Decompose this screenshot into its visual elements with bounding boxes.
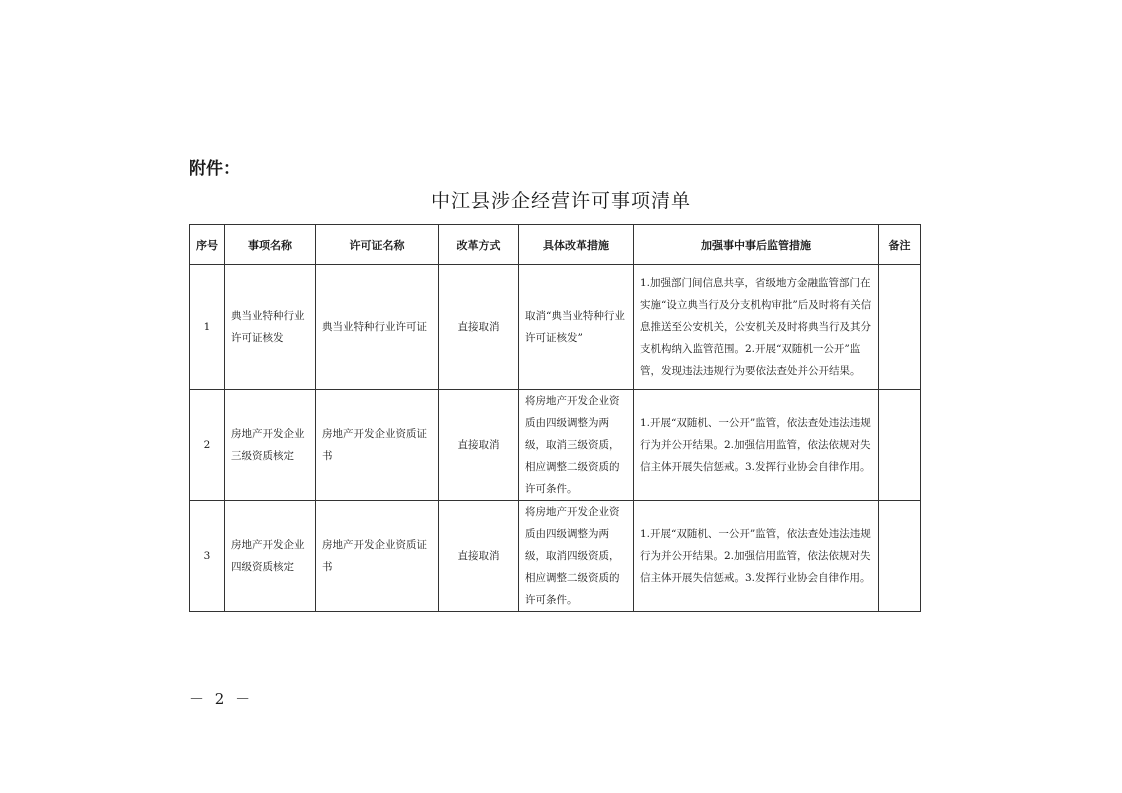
header-remarks: 备注	[879, 225, 921, 265]
cell-reform-method: 直接取消	[439, 390, 519, 501]
cell-item-name: 房地产开发企业四级资质核定	[225, 501, 316, 612]
cell-reform-method: 直接取消	[439, 265, 519, 390]
cell-reform-method: 直接取消	[439, 501, 519, 612]
cell-item-name: 房地产开发企业三级资质核定	[225, 390, 316, 501]
header-reform-method: 改革方式	[439, 225, 519, 265]
cell-reform-measures: 将房地产开发企业资质由四级调整为两级，取消四级资质，相应调整二级资质的许可条件。	[519, 501, 634, 612]
cell-seq: 1	[190, 265, 225, 390]
table-row	[190, 501, 921, 612]
header-seq: 序号	[190, 225, 225, 265]
cell-seq: 3	[190, 501, 225, 612]
cell-reform-measures: 将房地产开发企业资质由四级调整为两级，取消三级资质，相应调整二级资质的许可条件。	[519, 390, 634, 501]
cell-item-name: 典当业特种行业许可证核发	[225, 265, 316, 390]
page-number: － 2 －	[189, 690, 254, 708]
cell-remarks	[879, 265, 921, 390]
cell-supervision-measures: 1.开展“双随机、一公开”监管，依法查处违法违规行为并公开结果。2.加强信用监管，依法依规对失信主体开展失信惩戒。3.发挥行业协会自律作用。	[634, 501, 879, 612]
cell-supervision-measures: 1.加强部门间信息共享，省级地方金融监管部门在实施“设立典当行及分支机构审批”后及时将有关信息推送至公安机关，公安机关及时将典当行及其分支机构纳入监管范围。2.开展“双随机一公开”监管，发现违法违规行为要依法查处并公开结果。	[634, 265, 879, 390]
cell-reform-measures: 取消“典当业特种行业许可证核发”	[519, 265, 634, 390]
header-reform-measures: 具体改革措施	[519, 225, 634, 265]
cell-supervision-measures: 1.开展“双随机、一公开”监管，依法查处违法违规行为并公开结果。2.加强信用监管，依法依规对失信主体开展失信惩戒。3.发挥行业协会自律作用。	[634, 390, 879, 501]
cell-license-name: 房地产开发企业资质证书	[316, 390, 439, 501]
attachment-label: 附件：	[189, 159, 240, 179]
table-header-row	[190, 225, 921, 265]
cell-remarks	[879, 390, 921, 501]
cell-remarks	[879, 501, 921, 612]
document-title: 中江县涉企经营许可事项清单	[430, 190, 691, 212]
cell-seq: 2	[190, 390, 225, 501]
cell-license-name: 典当业特种行业许可证	[316, 265, 439, 390]
table-row	[190, 265, 921, 390]
header-license-name: 许可证名称	[316, 225, 439, 265]
header-supervision-measures: 加强事中事后监管措施	[634, 225, 879, 265]
header-item-name: 事项名称	[225, 225, 316, 265]
table-row	[190, 390, 921, 501]
permit-items-table	[189, 224, 921, 612]
cell-license-name: 房地产开发企业资质证书	[316, 501, 439, 612]
